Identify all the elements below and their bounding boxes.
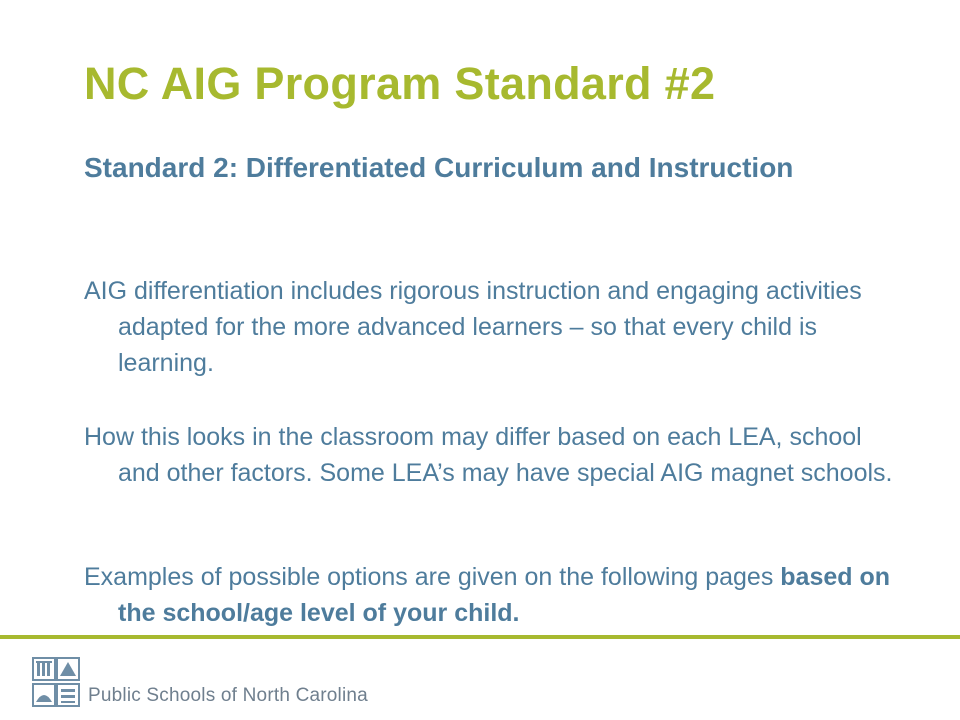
slide-title: NC AIG Program Standard #2 [84,58,716,109]
footer-org-name: Public Schools of North Carolina [88,685,368,706]
examples-text: Examples of possible options are given on the following pages [84,563,781,591]
paragraph-classroom: How this looks in the classroom may differ based on each LEA, school and other factors. Some LEA’s may have special AIG magnet schools. [84,423,893,487]
footer-divider [0,635,960,639]
paragraph-differentiation: AIG differentiation includes rigorous instruction and engaging activities adapted for the more advanced learners – so that every child is learning. [84,277,862,377]
examples-emphasis: based on the school/age level of your child. [118,563,891,627]
nc-dpi-logo-icon [30,654,82,710]
slide-subtitle: Standard 2: Differentiated Curriculum and Instruction [84,152,794,183]
paragraph-examples [84,559,918,631]
